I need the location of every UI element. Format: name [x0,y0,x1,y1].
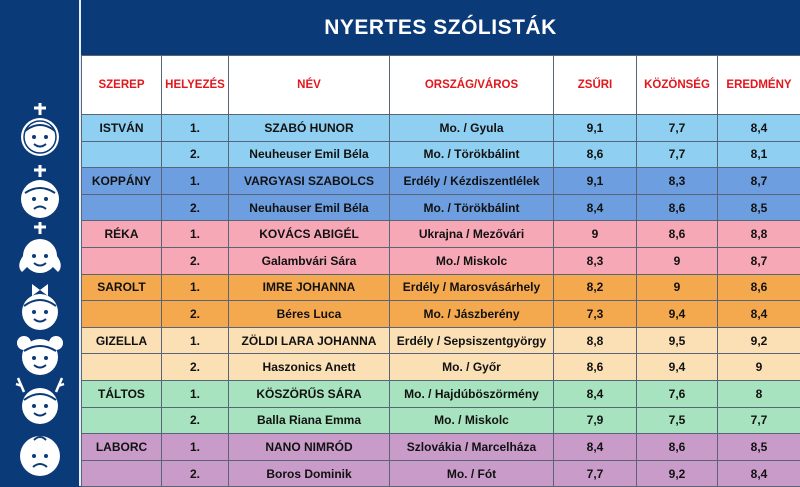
location-cell: Mo./ Miskolc [390,247,554,274]
location-cell: Mo. / Hajdúböszörmény [390,380,554,407]
role-cell [82,301,162,328]
name-cell: ZÖLDI LARA JOHANNA [229,327,390,354]
public-score-cell: 7,7 [637,115,718,142]
role-cell: GIZELLA [82,327,162,354]
place-cell: 2. [162,247,229,274]
result-cell: 8,4 [718,115,800,142]
table-row [82,194,800,221]
jury-score-cell: 8,2 [554,274,637,301]
place-cell: 2. [162,301,229,328]
place-cell: 2. [162,354,229,381]
jury-score-cell: 8,8 [554,327,637,354]
place-cell: 1. [162,221,229,248]
header-result: EREDMÉNY [718,56,800,115]
result-cell: 8,5 [718,194,800,221]
result-cell: 9,2 [718,327,800,354]
table-row [82,434,800,461]
public-score-cell: 7,6 [637,380,718,407]
location-cell: Mo. / Jászberény [390,301,554,328]
jury-score-cell: 9,1 [554,168,637,195]
jury-score-cell: 9,1 [554,115,637,142]
location-cell: Mo. / Fót [390,460,554,487]
jury-score-cell: 8,4 [554,194,637,221]
role-cell [82,460,162,487]
place-cell: 1. [162,327,229,354]
result-cell: 9 [718,354,800,381]
role-cell: ISTVÁN [82,115,162,142]
place-cell: 1. [162,168,229,195]
name-cell: IMRE JOHANNA [229,274,390,301]
character-icon-sidebar [0,0,79,486]
name-cell: KOVÁCS ABIGÉL [229,221,390,248]
role-cell [82,354,162,381]
location-cell: Erdély / Sepsiszentgyörgy [390,327,554,354]
crown-cross-girl-face-icon [14,220,66,278]
place-cell: 2. [162,460,229,487]
result-cell: 8,4 [718,301,800,328]
jury-score-cell: 9 [554,221,637,248]
result-cell: 8,8 [718,221,800,248]
frown-face-icon [14,432,66,478]
jury-score-cell: 7,7 [554,460,637,487]
result-cell: 8 [718,380,800,407]
role-cell: LABORC [82,434,162,461]
table-row [82,327,800,354]
jury-score-cell: 8,6 [554,141,637,168]
result-cell: 7,7 [718,407,800,434]
name-cell: Boros Dominik [229,460,390,487]
location-cell: Erdély / Kézdiszentlélek [390,168,554,195]
place-cell: 1. [162,380,229,407]
role-cell: TÁLTOS [82,380,162,407]
location-cell: Mo. / Gyula [390,115,554,142]
name-cell: KÖSZÖRŰS SÁRA [229,380,390,407]
table-row [82,168,800,195]
role-cell [82,194,162,221]
jury-score-cell: 7,3 [554,301,637,328]
role-cell: RÉKA [82,221,162,248]
place-cell: 1. [162,274,229,301]
table-row [82,115,800,142]
result-cell: 8,7 [718,247,800,274]
result-cell: 8,7 [718,168,800,195]
header-row [82,56,800,115]
table-row [82,460,800,487]
table-row [82,301,800,328]
jury-score-cell: 8,4 [554,434,637,461]
crown-cross-sad-face-icon [14,163,66,221]
public-score-cell: 7,7 [637,141,718,168]
result-cell: 8,5 [718,434,800,461]
bun-girl-face-icon [14,333,66,377]
crown-cross-boy-face-icon [14,101,66,159]
name-cell: SZABÓ HUNOR [229,115,390,142]
public-score-cell: 9 [637,247,718,274]
result-cell: 8,6 [718,274,800,301]
result-cell: 8,4 [718,460,800,487]
antler-face-icon [14,374,66,426]
public-score-cell: 8,6 [637,434,718,461]
name-cell: Neuheuser Emil Béla [229,141,390,168]
table-row [82,354,800,381]
location-cell: Mo. / Miskolc [390,407,554,434]
role-cell: KOPPÁNY [82,168,162,195]
bow-girl-face-icon [14,282,66,332]
jury-score-cell: 8,6 [554,354,637,381]
jury-score-cell: 7,9 [554,407,637,434]
results-table [81,55,800,487]
name-cell: NANO NIMRÓD [229,434,390,461]
location-cell: Mo. / Győr [390,354,554,381]
header-location: ORSZÁG/VÁROS [390,56,554,115]
location-cell: Szlovákia / Marcelháza [390,434,554,461]
place-cell: 2. [162,194,229,221]
name-cell: Balla Riana Emma [229,407,390,434]
header-role: SZEREP [82,56,162,115]
name-cell: Béres Luca [229,301,390,328]
table-row [82,247,800,274]
place-cell: 2. [162,407,229,434]
jury-score-cell: 8,4 [554,380,637,407]
location-cell: Ukrajna / Mezővári [390,221,554,248]
role-cell [82,247,162,274]
public-score-cell: 7,5 [637,407,718,434]
public-score-cell: 9,4 [637,301,718,328]
public-score-cell: 9,4 [637,354,718,381]
result-cell: 8,1 [718,141,800,168]
public-score-cell: 9,5 [637,327,718,354]
table-row [82,274,800,301]
location-cell: Mo. / Törökbálint [390,194,554,221]
role-cell [82,407,162,434]
table-row [82,141,800,168]
page-title: NYERTES SZÓLISTÁK [81,0,800,55]
public-score-cell: 8,3 [637,168,718,195]
name-cell: VARGYASI SZABOLCS [229,168,390,195]
place-cell: 2. [162,141,229,168]
role-cell [82,141,162,168]
name-cell: Haszonics Anett [229,354,390,381]
jury-score-cell: 8,3 [554,247,637,274]
table-row [82,407,800,434]
table-row [82,221,800,248]
name-cell: Galambvári Sára [229,247,390,274]
place-cell: 1. [162,434,229,461]
table-row [82,380,800,407]
header-public: KÖZÖNSÉG [637,56,718,115]
name-cell: Neuhauser Emil Béla [229,194,390,221]
header-jury: ZSŰRI [554,56,637,115]
public-score-cell: 9,2 [637,460,718,487]
public-score-cell: 9 [637,274,718,301]
location-cell: Erdély / Marosvásárhely [390,274,554,301]
public-score-cell: 8,6 [637,194,718,221]
location-cell: Mo. / Törökbálint [390,141,554,168]
role-cell: SAROLT [82,274,162,301]
place-cell: 1. [162,115,229,142]
header-name: NÉV [229,56,390,115]
header-place: HELYEZÉS [162,56,229,115]
public-score-cell: 8,6 [637,221,718,248]
